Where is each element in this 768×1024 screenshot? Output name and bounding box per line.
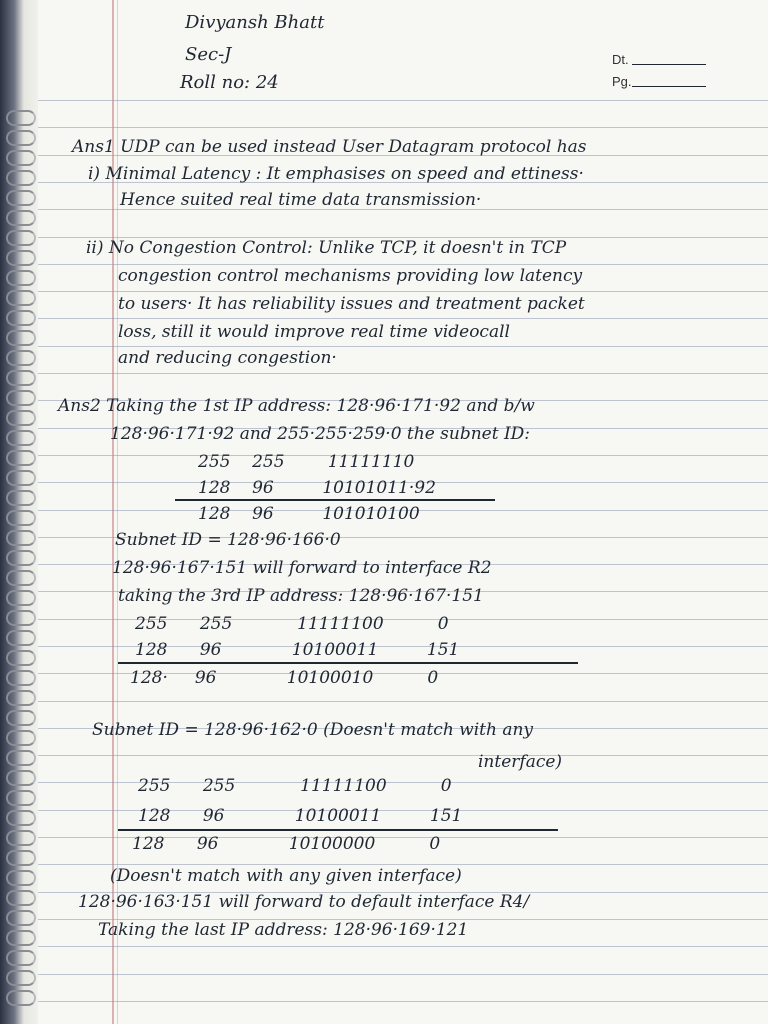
binder-ring bbox=[6, 130, 36, 146]
ruled-line bbox=[38, 127, 768, 128]
binder-ring bbox=[6, 690, 36, 706]
spiral-binding bbox=[0, 0, 38, 1024]
sum-underline bbox=[118, 662, 578, 664]
binder-ring bbox=[6, 750, 36, 766]
roll-number: Roll no: 24 bbox=[180, 72, 279, 93]
binder-ring bbox=[6, 170, 36, 186]
binder-ring bbox=[6, 710, 36, 726]
author-name: Divyansh Bhatt bbox=[185, 12, 325, 33]
text-line: 255 255 11111110 bbox=[198, 452, 415, 472]
binder-ring bbox=[6, 310, 36, 326]
text-line: congestion control mechanisms providing low latency bbox=[118, 266, 583, 286]
text-line: interface) bbox=[478, 752, 563, 772]
binder-ring bbox=[6, 610, 36, 626]
binder-ring bbox=[6, 830, 36, 846]
page-blank bbox=[632, 86, 706, 87]
binder-ring bbox=[6, 230, 36, 246]
binder-ring bbox=[6, 670, 36, 686]
binder-ring bbox=[6, 790, 36, 806]
date-label: Dt. bbox=[612, 52, 629, 67]
binder-ring bbox=[6, 970, 36, 986]
ruled-line bbox=[38, 864, 768, 865]
text-line: 128·96·163·151 will forward to default interface R4/ bbox=[78, 892, 530, 912]
binder-ring bbox=[6, 630, 36, 646]
text-line: ii) No Congestion Control: Unlike TCP, it doesn't in TCP bbox=[86, 238, 567, 258]
sum-underline bbox=[175, 499, 495, 501]
binder-ring bbox=[6, 250, 36, 266]
text-line: 255 255 11111100 0 bbox=[135, 614, 449, 634]
text-line: 128· 96 10100010 0 bbox=[130, 668, 439, 688]
binder-ring bbox=[6, 410, 36, 426]
ruled-line bbox=[38, 755, 768, 756]
binder-ring bbox=[6, 110, 36, 126]
text-line: to users· It has reliability issues and treatment packet bbox=[118, 294, 585, 314]
ruled-line bbox=[38, 291, 768, 292]
text-line: Subnet ID = 128·96·162·0 (Doesn't match with any bbox=[92, 720, 534, 740]
binder-ring bbox=[6, 950, 36, 966]
section-label: Sec-J bbox=[185, 44, 232, 65]
text-line: Ans2 Taking the 1st IP address: 128·96·171·92 and b/w bbox=[58, 396, 535, 416]
text-line: 128 96 10100011 151 bbox=[138, 806, 463, 826]
binder-ring bbox=[6, 470, 36, 486]
text-line: 128 96 10100000 0 bbox=[132, 834, 441, 854]
binder-ring bbox=[6, 890, 36, 906]
binder-ring bbox=[6, 150, 36, 166]
text-line: 128 96 10100011 151 bbox=[135, 640, 460, 660]
ruled-line bbox=[38, 373, 768, 374]
text-line: 255 255 11111100 0 bbox=[138, 776, 452, 796]
binder-ring bbox=[6, 570, 36, 586]
binder-ring bbox=[6, 330, 36, 346]
binder-ring bbox=[6, 990, 36, 1006]
binder-ring bbox=[6, 910, 36, 926]
text-line: Hence suited real time data transmission· bbox=[120, 190, 482, 210]
ruled-line bbox=[38, 346, 768, 347]
ruled-line bbox=[38, 1001, 768, 1002]
ruled-line bbox=[38, 100, 768, 101]
binder-ring bbox=[6, 370, 36, 386]
text-line: Taking the last IP address: 128·96·169·121 bbox=[98, 920, 469, 940]
binder-ring bbox=[6, 390, 36, 406]
ruled-line bbox=[38, 318, 768, 319]
binder-ring bbox=[6, 510, 36, 526]
text-line: Subnet ID = 128·96·166·0 bbox=[115, 530, 341, 550]
binder-ring bbox=[6, 490, 36, 506]
binder-ring bbox=[6, 590, 36, 606]
binder-ring bbox=[6, 450, 36, 466]
text-line: i) Minimal Latency : It emphasises on speed and ettiness· bbox=[88, 164, 584, 184]
binder-ring bbox=[6, 530, 36, 546]
text-line: 128 96 101010100 bbox=[198, 504, 420, 524]
date-blank bbox=[632, 64, 706, 65]
binder-ring bbox=[6, 770, 36, 786]
binder-ring bbox=[6, 850, 36, 866]
ruled-line bbox=[38, 946, 768, 947]
text-line: 128·96·167·151 will forward to interface R2 bbox=[112, 558, 492, 578]
binder-ring bbox=[6, 810, 36, 826]
text-line: 128 96 10101011·92 bbox=[198, 478, 436, 498]
binder-ring bbox=[6, 430, 36, 446]
text-line: (Doesn't match with any given interface) bbox=[110, 866, 462, 886]
binder-ring bbox=[6, 650, 36, 666]
text-line: taking the 3rd IP address: 128·96·167·151 bbox=[118, 586, 484, 606]
ruled-line bbox=[38, 701, 768, 702]
text-line: loss, still it would improve real time videocall bbox=[118, 322, 510, 342]
binder-ring bbox=[6, 930, 36, 946]
binder-ring bbox=[6, 730, 36, 746]
binder-ring bbox=[6, 870, 36, 886]
ruled-line bbox=[38, 264, 768, 265]
page-label: Pg. bbox=[612, 74, 632, 89]
binder-ring bbox=[6, 190, 36, 206]
binder-ring bbox=[6, 550, 36, 566]
text-line: 128·96·171·92 and 255·255·259·0 the subnet ID: bbox=[110, 424, 531, 444]
binder-ring bbox=[6, 270, 36, 286]
binder-ring bbox=[6, 210, 36, 226]
ruled-line bbox=[38, 974, 768, 975]
binder-ring bbox=[6, 290, 36, 306]
binder-ring bbox=[6, 350, 36, 366]
text-line: Ans1 UDP can be used instead User Datagram protocol has bbox=[72, 137, 587, 157]
sum-underline bbox=[118, 829, 558, 831]
text-line: and reducing congestion· bbox=[118, 348, 337, 368]
